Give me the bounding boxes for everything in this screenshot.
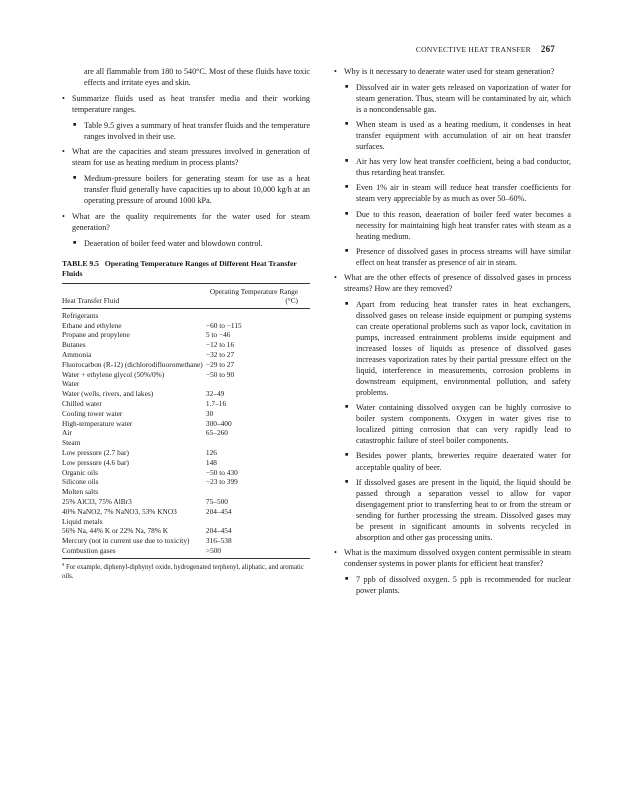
answer-text: Presence of dissolved gases in process streams will have similar effect on heat transfer as presence of air in steam.: [356, 246, 571, 267]
square-bullet-icon: ■: [345, 184, 349, 191]
cell-fluid: Ammonia: [62, 350, 92, 360]
cell-fluid: Liquid metals: [62, 516, 103, 526]
square-bullet-icon: ■: [345, 478, 349, 485]
table-row: [62, 497, 310, 507]
table-row: [62, 458, 310, 468]
answer-item: [334, 119, 571, 152]
table-row: [62, 507, 310, 517]
table-row: [62, 487, 310, 497]
cell-range: −50 to 430: [205, 467, 238, 477]
cell-fluid: Silicone oils: [62, 477, 99, 487]
question-item: [62, 211, 310, 233]
cell-fluid: Refrigerants: [62, 310, 99, 320]
answer-text: 7 ppb of dissolved oxygen. 5 ppb is recommended for nuclear power plants.: [356, 574, 571, 595]
table-row: [62, 370, 310, 380]
cell-fluid: Water (wells, rivers, and lakes): [62, 389, 154, 399]
cell-range: [206, 379, 310, 389]
answer-item: [62, 173, 310, 206]
cell-range: >500: [205, 545, 222, 555]
square-bullet-icon: ■: [345, 210, 349, 217]
question-text: What is the maximum dissolved oxygen content permissible in steam condenser systems in power plants for efficient heat transfer?: [344, 547, 571, 568]
answer-text: Table 9.5 gives a summary of heat transfer fluids and the temperature ranges involved in their use.: [84, 121, 310, 142]
question-text: What are the capacities and steam pressures involved in generation of steam for use as heating medium in process plants?: [72, 147, 310, 168]
cell-range: [206, 517, 310, 527]
answer-item: [334, 402, 571, 446]
paragraph-continuation: are all flammable from 180 to 540°C. Most of these fluids have toxic effects and irritate eyes and skin.: [84, 67, 310, 88]
table-row: [62, 321, 310, 331]
cell-fluid: Combustion gases: [62, 545, 116, 555]
cell-range: −23 to 399: [205, 477, 238, 487]
square-bullet-icon: ■: [345, 404, 349, 411]
bullet-icon: •: [62, 147, 65, 157]
cell-fluid: Butanes: [62, 340, 86, 350]
table-row: [62, 546, 310, 556]
cell-fluid: 40% NaNO2, 7% NaNO3, 53% KNO3: [62, 506, 177, 516]
answer-item: [334, 82, 571, 115]
cell-fluid: Steam: [62, 438, 81, 448]
cell-fluid: Fluorocarbon (R-12) (dichlorodifluoromethane): [62, 359, 203, 369]
running-title: CONVECTIVE HEAT TRANSFER: [415, 45, 531, 54]
answer-text: Medium-pressure boilers for generating steam for use as a heat transfer fluid generally have capacities up to about 10,000 kg/h at an operating pressure of around 1000 kPa.: [84, 174, 310, 206]
cell-range: 204–454: [205, 506, 232, 516]
question-item: [334, 66, 571, 77]
cell-fluid: Chilled water: [62, 399, 102, 409]
question-item: [334, 547, 571, 569]
square-bullet-icon: ■: [345, 84, 349, 91]
square-bullet-icon: ■: [345, 121, 349, 128]
answer-item: [334, 574, 571, 596]
answer-item: [334, 477, 571, 543]
answer-text: Apart from reducing heat transfer rates in heat exchangers, dissolved gases on release inside equipment or pumping systems can create operational problems such as vapor lock, cavitation in pumps, increased entrainment problems inside equipment and increased losses of liquids as presence of dissolved gases increases vaporization rates by their partial pressure effect on the liquid, interference in measurements, corrosion problems in downstream equipment, environmental pollution, and safety problems.: [356, 299, 571, 398]
square-bullet-icon: ■: [345, 300, 349, 307]
cell-range: 300–400: [205, 418, 232, 428]
answer-text: Air has very low heat transfer coefficient, being a bad conductor, thus retarding heat transfer.: [356, 157, 571, 178]
cell-fluid: Low pressure (2.7 bar): [62, 448, 129, 457]
table-row: [62, 448, 310, 458]
question-item: [334, 272, 571, 294]
question-item: [62, 146, 310, 168]
table-row: [62, 517, 310, 527]
cell-fluid: High-temperature water: [62, 418, 133, 428]
square-bullet-icon: ■: [345, 452, 349, 459]
cell-range: [206, 311, 310, 321]
table-row: [62, 526, 310, 536]
table-label: TABLE 9.5: [62, 258, 100, 268]
cell-range: −32 to 27: [205, 350, 235, 360]
answer-item: [334, 182, 571, 204]
square-bullet-icon: ■: [73, 239, 77, 246]
answer-item: [334, 450, 571, 472]
square-bullet-icon: ■: [73, 122, 77, 129]
cell-range: [206, 438, 310, 448]
table-footnote: [62, 563, 310, 581]
table-row: [62, 419, 310, 429]
cell-fluid: Water: [62, 379, 80, 389]
cell-fluid: Propane and propylene: [62, 330, 130, 340]
answer-text: Deaeration of boiler feed water and blowdown control.: [84, 238, 263, 248]
cell-fluid: Organic oils: [62, 467, 98, 477]
bullet-icon: •: [334, 67, 337, 76]
answer-text: If dissolved gases are present in the liquid, the liquid should be passed through a separation vessel to allow for vapor disengagement prior to transferring heat to or from the stream or sending for further processing the stream. Dissolved gases may be present in significant amounts in solvents recycled in absorption and other gas processing units.: [356, 477, 571, 542]
cell-range: −50 to 90: [205, 369, 235, 379]
cell-range: −29 to 27: [205, 359, 235, 369]
cell-fluid: Ethane and ethylene: [62, 320, 122, 330]
answer-text: When steam is used as a heating medium, it condenses in heat transfer equipment with accumulation of air on heat transfer surfaces.: [356, 120, 571, 152]
table-row: [62, 340, 310, 350]
table-header-row: [62, 284, 310, 308]
cell-fluid: Water + ethylene glycol (50%/0%): [62, 369, 165, 379]
table-row: [62, 438, 310, 448]
table-caption: [62, 259, 310, 279]
table-row: [62, 389, 310, 399]
bullet-icon: •: [334, 547, 337, 557]
table-row: [62, 350, 310, 360]
answer-item: [62, 120, 310, 142]
table-row: [62, 330, 310, 340]
answer-item: [334, 209, 571, 242]
question-text: What are the quality requirements for the water used for steam generation?: [72, 211, 310, 232]
bullet-icon: •: [334, 272, 337, 282]
answer-item: [62, 238, 310, 249]
column-header-range: Operating Temperature Range (°C): [209, 286, 298, 306]
cell-fluid: Air: [62, 428, 72, 438]
table-row: [62, 379, 310, 389]
table-row: [62, 468, 310, 478]
left-column: [62, 66, 310, 581]
bullet-icon: •: [62, 211, 65, 221]
cell-fluid: Low pressure (4.6 bar): [62, 457, 129, 467]
square-bullet-icon: ■: [345, 575, 349, 582]
cell-range: 5 to −46: [205, 330, 231, 340]
table-row: [62, 536, 310, 546]
cell-range: −60 to −115: [205, 320, 242, 330]
question-text: Summarize fluids used as heat transfer media and their working temperature ranges.: [72, 94, 310, 115]
cell-range: 30: [205, 408, 214, 418]
table-row: [62, 477, 310, 487]
table-title: Operating Temperature Ranges of Different Heat Transfer Fluids: [62, 258, 297, 278]
cell-fluid: Cooling tower water: [62, 408, 123, 418]
cell-range: [206, 487, 310, 497]
cell-range: 65–260: [205, 428, 228, 438]
answer-text: Besides power plants, breweries require deaerated water for acceptable quality of beer.: [356, 451, 571, 472]
cell-range: 1.7–16: [205, 399, 227, 409]
answer-text: Dissolved air in water gets released on vaporization of water for steam generation. Thus, steam will be contaminated by air, which is a noncondensable gas.: [356, 83, 571, 115]
table-bottom-rule: [62, 558, 310, 559]
question-text: Why is it necessary to deaerate water used for steam generation?: [344, 67, 555, 76]
cell-range: 204–454: [205, 526, 232, 536]
answer-item: [334, 156, 571, 178]
table-row: [62, 360, 310, 370]
cell-range: 316–538: [205, 536, 232, 546]
question-item: [62, 93, 310, 115]
cell-fluid: 56% Na, 44% K or 22% Na, 78% K: [62, 526, 169, 536]
footnote-marker: a: [62, 562, 65, 568]
running-header: [416, 44, 555, 54]
answer-item: [334, 246, 571, 268]
square-bullet-icon: ■: [345, 247, 349, 254]
table-row: [62, 409, 310, 419]
table-row: [62, 311, 310, 321]
column-header-fluid: Heat Transfer Fluid: [62, 296, 120, 306]
bullet-icon: •: [62, 94, 65, 104]
square-bullet-icon: ■: [345, 158, 349, 165]
square-bullet-icon: ■: [73, 175, 77, 182]
cell-range: 126: [205, 448, 217, 457]
cell-fluid: 25% AlCl3, 75% AlBr3: [62, 496, 132, 506]
cell-range: 75–500: [205, 496, 228, 506]
right-column: [334, 66, 571, 600]
question-text: What are the other effects of presence of dissolved gases in process streams? How are they removed?: [344, 272, 571, 293]
cell-range: 148: [205, 457, 217, 467]
page-number: 267: [540, 44, 555, 54]
cell-fluid: Mercury (not in current use due to toxicity): [62, 536, 190, 546]
answer-text: Water containing dissolved oxygen can be highly corrosive to boiler system components. Oxygen in water gives rise to localized pitting corrosion that can very rapidly lead to catastrophic failure of steel boiler components.: [356, 403, 571, 446]
answer-text: Due to this reason, deaeration of boiler feed water becomes a necessity for maintaining high heat transfer rates with steam as a heating medium.: [356, 209, 571, 241]
cell-fluid: Molten salts: [62, 487, 99, 497]
cell-range: −12 to 16: [205, 340, 235, 350]
table-row: [62, 399, 310, 409]
footnote-text: For example, diphenyl-diphynyl oxide, hydrogenated terphenyl, aliphatic, and aromatic oils.: [62, 563, 304, 580]
table-row: [62, 428, 310, 438]
answer-item: [334, 299, 571, 398]
cell-range: 32–49: [205, 389, 225, 399]
answer-text: Even 1% air in steam will reduce heat transfer coefficients for steam very appreciable by as much as over 50–60%.: [356, 183, 571, 204]
table-body: [62, 309, 310, 558]
